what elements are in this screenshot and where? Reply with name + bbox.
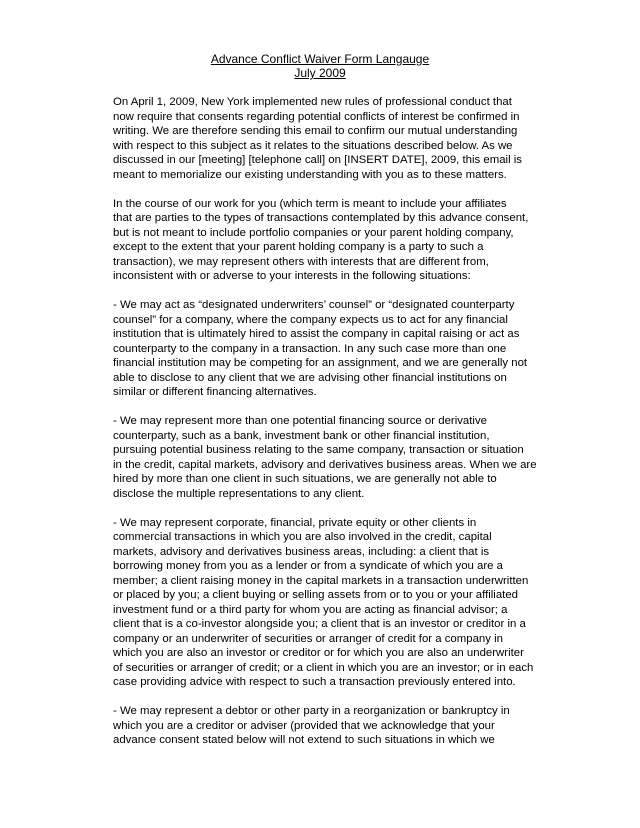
- text-line: which you are a creditor or adviser (provided that we acknowledge that your: [113, 719, 495, 732]
- paragraph-designated-counsel: [113, 298, 533, 400]
- text-line: with respect to this subject as it relates to the situations described below. As we: [113, 139, 513, 152]
- text-line: - We may act as “designated underwriters’ counsel” or “designated counterparty: [113, 299, 515, 311]
- title-block: [0, 52, 640, 80]
- text-line: In the course of our work for you (which term is meant to include your affiliates: [113, 197, 507, 210]
- text-line: markets, advisory and derivatives business areas, including: a client that is: [113, 545, 490, 558]
- document-body: [113, 95, 537, 762]
- text-line: meant to memorialize our existing understanding with you as to these matters.: [113, 168, 507, 181]
- paragraph-intro: [113, 95, 533, 182]
- text-line: writing. We are therefore sending this email to confirm our mutual understanding: [113, 125, 518, 137]
- text-line: transaction), we may represent others with interests that are different from,: [113, 255, 489, 268]
- text-line: - We may represent more than one potential financing source or derivative: [113, 415, 487, 427]
- text-line: but is not meant to include portfolio companies or your parent holding company,: [113, 226, 514, 239]
- text-line: member; a client raising money in the capital markets in a transaction underwritten: [113, 574, 529, 587]
- text-line: institution that is ultimately hired to assist the company in capital raising or act as: [113, 328, 520, 340]
- text-line: - We may represent a debtor or other party in a reorganization or bankruptcy in: [113, 705, 510, 717]
- text-line: disclose the multiple representations to any client.: [113, 487, 365, 500]
- text-line: financial institution may be competing for an assignment, and we are generally not: [113, 357, 528, 369]
- text-line: On April 1, 2009, New York implemented new rules of professional conduct that: [113, 96, 512, 108]
- text-line: which you are also an investor or creditor or for which you are also an underwriter: [113, 647, 524, 659]
- text-line: - We may represent corporate, financial, private equity or other clients in: [113, 516, 477, 529]
- paragraph-financing-source: [113, 414, 537, 501]
- text-line: company or an underwriter of securities or arranger of credit for a company in: [113, 632, 503, 645]
- text-line: of securities or arranger of credit; or a client in which you are an investor; or in each: [113, 661, 534, 674]
- text-line: that are parties to the types of transactions contemplated by this advance consent,: [113, 212, 529, 224]
- text-line: advance consent stated below will not extend to such situations in which we: [113, 734, 495, 746]
- paragraph-commercial-transactions: [113, 516, 533, 690]
- document-title: Advance Conflict Waiver Form Langauge: [210, 52, 430, 66]
- paragraph-scope: [113, 197, 533, 284]
- text-line: inconsistent with or adverse to your interests in the following situations:: [113, 270, 471, 282]
- text-line: discussed in our [meeting] [telephone call] on [INSERT DATE], 2009, this email is: [113, 154, 522, 166]
- text-line: counsel” for a company, where the company expects us to act for any financial: [113, 313, 508, 326]
- text-line: client that is a co-investor alongside you; a client that is an investor or creditor in a: [113, 618, 526, 630]
- document-date: July 2009: [294, 66, 346, 80]
- paragraph-reorganization: [113, 704, 533, 748]
- text-line: now require that consents regarding potential conflicts of interest be confirmed in: [113, 110, 520, 123]
- text-line: similar or different financing alternatives.: [113, 386, 317, 398]
- text-line: counterparty, such as a bank, investment bank or other financial institution,: [113, 429, 490, 442]
- text-line: pursuing potential business relating to the same company, transaction or situation: [113, 444, 524, 456]
- text-line: investment fund or a third party for whom you are acting as financial advisor; a: [113, 603, 508, 616]
- text-line: able to disclose to any client that we are advising other financial institutions on: [113, 371, 507, 384]
- text-line: case providing advice with respect to such a transaction previously entered into.: [113, 676, 516, 688]
- text-line: except to the extent that your parent holding company is a party to such a: [113, 241, 484, 253]
- text-line: commercial transactions in which you are also involved in the credit, capital: [113, 531, 492, 543]
- text-line: or placed by you; a client buying or selling assets from or to you or your affiliated: [113, 589, 519, 601]
- text-line: counterparty to the company in a transaction. In any such case more than one: [113, 342, 507, 355]
- text-line: in the credit, capital markets, advisory and derivatives business areas. When we are: [113, 458, 537, 471]
- text-line: borrowing money from you as a lender or from a syndicate of which you are a: [113, 560, 504, 572]
- text-line: hired by more than one client in such situations, we are generally not able to: [113, 473, 497, 485]
